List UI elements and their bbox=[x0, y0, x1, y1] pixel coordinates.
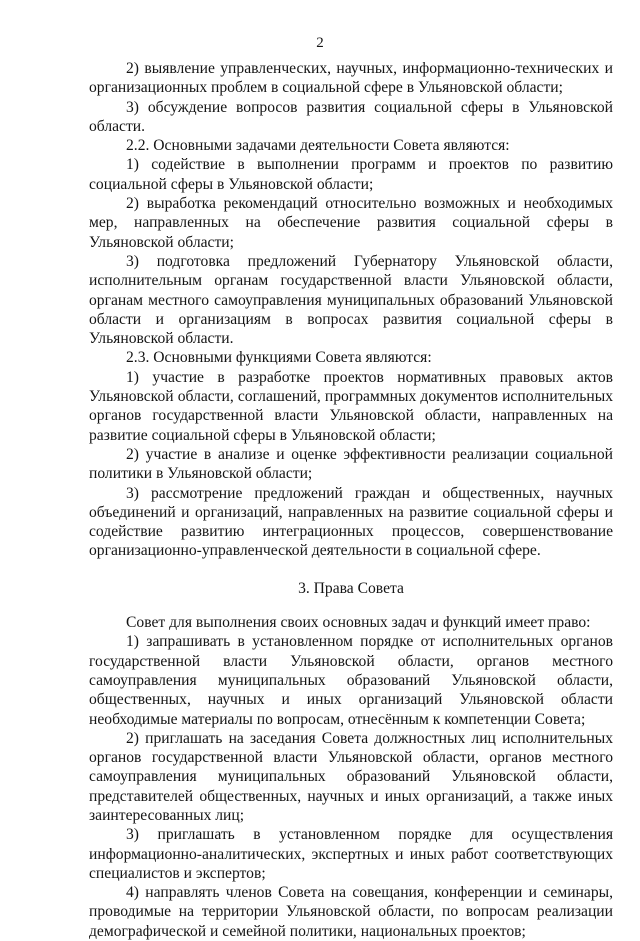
subsection-heading: 2.3. Основными функциями Совета являются: bbox=[126, 349, 432, 367]
paragraph: 1) участие в разработке проектов нормативных правовых актов Ульяновской области, соглашений, программных документов исполнительных органов государственной власти Ульяновской области, направленных на развитие социальной сферы в Ульяновской области; bbox=[89, 368, 613, 444]
paragraph: 1) запрашивать в установленном порядке от исполнительных органов государственной власти Ульяновской области, органов местного самоуправления муниципальных образований Ульяновской области, общественных, научных и иных организаций Ульяновской области необходимые материалы по вопросам, отнесённым к компетенции Совета; bbox=[89, 633, 613, 728]
paragraph: 1) содействие в выполнении программ и проектов по развитию социальной сферы в Ульяновской области; bbox=[89, 156, 613, 193]
paragraph: 2) участие в анализе и оценке эффективности реализации социальной политики в Ульяновской области; bbox=[89, 445, 613, 483]
paragraph: 2) приглашать на заседания Совета должностных лиц исполнительных органов государственной власти Ульяновской области, органов местного самоуправления муниципальных образований Ульяновской области, представителей общественных, научных и иных организаций, а также иных заинтересованных лиц; bbox=[89, 729, 613, 824]
subsection-heading: 2.2. Основными задачами деятельности Совета являются: bbox=[126, 137, 510, 155]
page-number: 2 bbox=[316, 35, 324, 51]
section-heading: 3. Права Совета bbox=[298, 579, 404, 597]
paragraph: 2) выявление управленческих, научных, информационно-технических и организационных проблем в социальной сфере в Ульяновской области; bbox=[89, 60, 613, 97]
paragraph: 3) обсуждение вопросов развития социальной сферы в Ульяновской области. bbox=[89, 98, 613, 135]
paragraph: Совет для выполнения своих основных задач и функций имеет право: bbox=[126, 614, 591, 632]
paragraph: 3) подготовка предложений Губернатору Ульяновской области, исполнительным органам государственной власти Ульяновской области, органам местного самоуправления муниципальных образований Ульяновской области и организациям в вопросах развития социальной сферы в Ульяновской области. bbox=[89, 252, 613, 348]
paragraph: 2) выработка рекомендаций относительно возможных и необходимых мер, направленных на обеспечение развития социальной сферы в Ульяновской области; bbox=[89, 195, 613, 251]
paragraph: 3) рассмотрение предложений граждан и общественных, научных объединений и организаций, направленных на развитие социальной сферы и содействие развитию интеграционных процессов, совершенствование организационно-управленческой деятельности в социальной сфере. bbox=[89, 484, 613, 560]
paragraph: 4) направлять членов Совета на совещания, конференции и семинары, проводимые на территории Ульяновской области, по вопросам реализации демографической и семейной политики, национальных проектов; bbox=[89, 884, 613, 940]
document-body bbox=[89, 59, 613, 941]
paragraph: 3) приглашать в установленном порядке для осуществления информационно-аналитических, экспертных и иных работ соответствующих специалистов и экспертов; bbox=[89, 826, 613, 882]
